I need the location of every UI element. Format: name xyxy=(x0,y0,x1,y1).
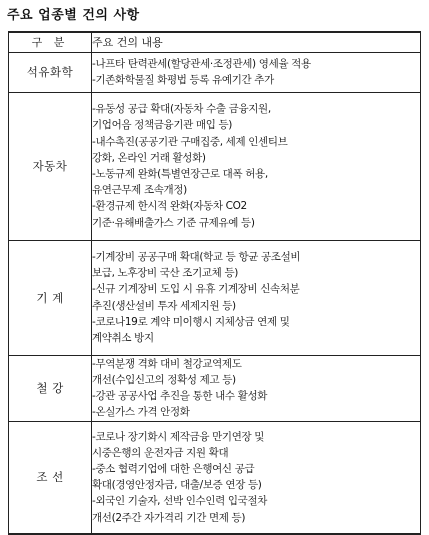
content-line: 기업어음 정책금융기관 매입 등) xyxy=(92,119,233,132)
content-line: -환경규제 한시적 완화(자동차 CO2 xyxy=(92,200,247,213)
table-row xyxy=(9,92,421,240)
content-line: -온실가스 가격 안정화 xyxy=(92,406,190,419)
content-line: -코로나19로 계약 미이행시 지체상금 연제 및 xyxy=(92,315,290,328)
content-line: 유연근무제 조속개정) xyxy=(92,184,187,197)
content-line: -무역분쟁 격화 대비 철강교역제도 xyxy=(92,357,242,370)
table-row xyxy=(9,421,421,534)
content-line: -노동규제 완화(특별연장근로 대폭 허용, xyxy=(92,168,268,180)
content-line: 보급, 노후장비 국산 조기교체 등) xyxy=(92,267,238,280)
content-line: 개선(2주간 자가격리 기간 면제 등) xyxy=(92,511,246,524)
content-line: 추진(생산설비 투자 세제지원 등) xyxy=(92,299,236,312)
content-line: 확대(경영안정자금, 대출/보증 연장 등) xyxy=(92,479,262,492)
sector-cell: 조 선 xyxy=(9,421,92,534)
content-cell xyxy=(92,240,421,355)
content-line: 계약취소 방지 xyxy=(92,331,154,344)
table-row xyxy=(9,355,421,421)
table-row xyxy=(9,52,421,92)
content-line: -내수촉진(공공기관 구매집중, 세제 인센티브 xyxy=(92,135,288,148)
content-line: -강관 공공사업 추진을 통한 내수 활성화 xyxy=(92,390,268,402)
table-row xyxy=(9,240,421,355)
page-title: 주요 업종별 건의 사항 xyxy=(7,8,140,23)
content-line: 개선(수입신고의 정확성 제고 등) xyxy=(92,373,236,386)
table-header-row xyxy=(9,32,421,52)
content-line: -기계장비 공공구매 확대(학교 등 항균 공조설비 xyxy=(92,250,301,263)
content-cell xyxy=(92,421,421,534)
content-cell xyxy=(92,92,421,240)
content-line: -유동성 공급 확대(자동차 수출 금융지원, xyxy=(92,103,271,116)
sector-cell: 철 강 xyxy=(9,355,92,421)
sector-cell: 자동차 xyxy=(9,92,92,240)
header-content: 주요 건의 내용 xyxy=(92,32,421,52)
content-cell xyxy=(92,355,421,421)
content-line: 기준·유해배출가스 기준 규제유예 등) xyxy=(92,216,255,229)
sector-cell: 기 계 xyxy=(9,240,92,355)
sector-cell: 석유화학 xyxy=(9,52,92,92)
content-line: -기존화학물질 화평법 등록 유예기간 추가 xyxy=(92,74,274,86)
content-line: -코로나 장기화시 제작금융 만기연장 및 xyxy=(92,430,265,443)
recommendations-table xyxy=(8,31,421,535)
content-cell xyxy=(92,52,421,92)
header-sector: 구 분 xyxy=(9,32,92,52)
content-line: -중소 협력기업에 대한 은행여신 공급 xyxy=(92,463,255,476)
content-line: -외국인 기술자, 선박 인수인력 입국절차 xyxy=(92,495,268,508)
content-line: -나프타 탄력관세(할당관세·조정관세) 영세율 적용 xyxy=(92,57,311,70)
content-line: 강화, 온라인 거래 활성화) xyxy=(92,151,206,164)
content-line: 시중은행의 운전자금 지원 확대 xyxy=(92,446,229,459)
content-line: -신규 기계장비 도입 시 유휴 기계장비 신속처분 xyxy=(92,283,300,296)
